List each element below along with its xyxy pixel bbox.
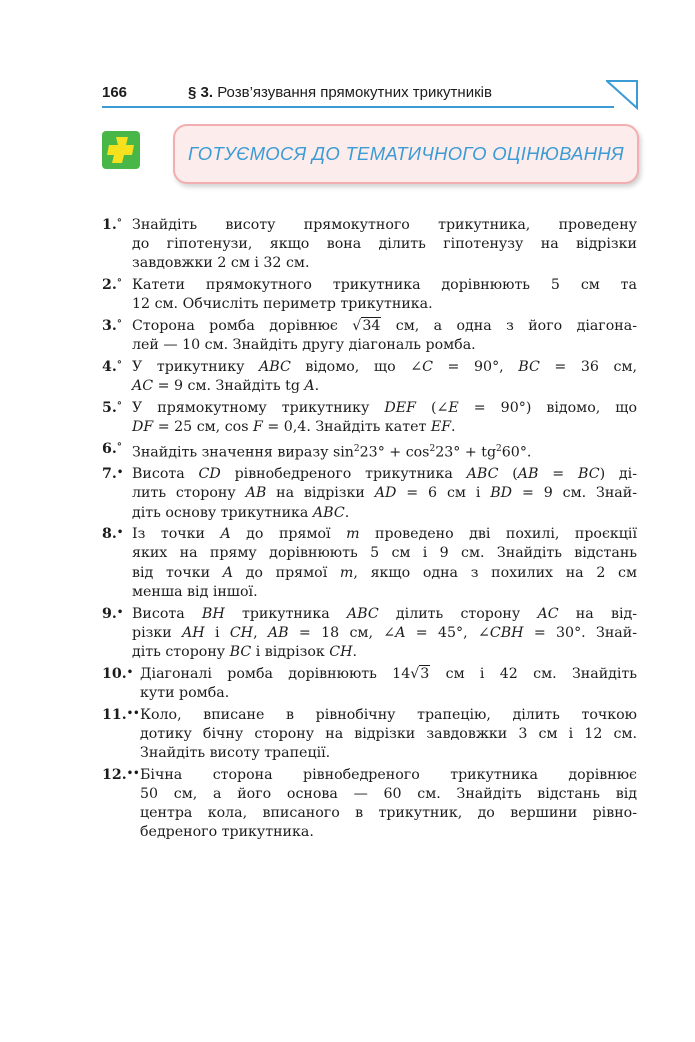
section-title-text: Розв’язування прямокутних трикутників: [217, 84, 492, 101]
problem-number-text: 1.: [102, 217, 117, 233]
math-var: F: [252, 419, 263, 436]
difficulty-mark: ••: [126, 767, 140, 779]
text-run: = 9 см. Знайдіть tg: [153, 378, 305, 395]
problem-number: [102, 766, 139, 785]
difficulty-mark: •: [116, 606, 124, 618]
text-run: 60°.: [501, 444, 532, 461]
text-run: У прямокутному трикутнику: [132, 399, 385, 416]
problem-line: [132, 504, 637, 523]
text-run: Висота: [132, 466, 199, 483]
problem-number: [102, 465, 123, 484]
page-number: 166: [102, 84, 128, 101]
problem-number: [102, 440, 122, 459]
problem-number-text: 4.: [102, 358, 117, 375]
text-run: .: [314, 378, 320, 395]
problem-line: завдовжки 2 см і 32 см.: [132, 255, 310, 272]
math-var: CH: [229, 624, 254, 641]
exponent: 2: [353, 443, 360, 454]
text-run: = 6 см і: [396, 485, 491, 502]
text-run: різки: [132, 624, 183, 641]
text-run: відомо, що ∠: [290, 358, 423, 375]
difficulty-mark: •: [126, 666, 134, 678]
plus-icon: [102, 131, 140, 169]
math-var: AC: [537, 605, 559, 622]
problem-line: [132, 643, 637, 662]
problem-line: [132, 377, 637, 396]
exponent: 2: [496, 443, 502, 454]
problem-9: [102, 605, 637, 663]
text-run: рівнобедреного трикутника: [220, 466, 467, 483]
text-run: = 0,4. Знайдіть катет: [262, 419, 431, 436]
text-run: діть сторону: [132, 644, 230, 660]
problem-3: [102, 317, 637, 355]
math-var: CBH: [489, 624, 524, 641]
problem-number-text: 10.: [102, 665, 127, 682]
math-var: AB: [517, 466, 539, 483]
problem-number-text: 5.: [102, 399, 117, 416]
problem-line: [132, 484, 637, 503]
math-var: E: [448, 399, 459, 416]
text-run: діть основу трикутника: [132, 504, 313, 521]
text-run: (: [498, 466, 518, 483]
corner-triangle-icon: [606, 80, 638, 110]
difficulty-mark: °: [116, 359, 122, 371]
section-title: [188, 84, 492, 101]
problem-line: Бічна сторона рівнобедреного трикутника дорівнює: [140, 766, 637, 783]
math-var: ABC: [312, 504, 345, 521]
text-run: .: [344, 504, 350, 521]
problem-line: Катети прямокутного трикутника дорівнюють 5 см та: [132, 277, 637, 294]
math-var: m: [339, 564, 354, 581]
problem-11: [102, 706, 637, 764]
text-run: см, а одна з його діагона-: [381, 318, 637, 335]
problem-line: [132, 358, 637, 377]
problem-line: менша від іншої.: [132, 583, 258, 600]
problem-line: [132, 525, 637, 544]
text-run: .: [451, 419, 456, 436]
math-var: BC: [518, 358, 540, 375]
text-run: см і 42 см. Знайдіть: [430, 665, 638, 682]
text-run: = 90°) відомо, що: [458, 399, 638, 416]
problem-line: яких на пряму дорівнюють 5 см і 9 см. Знайдіть відстань: [132, 545, 637, 562]
text-run: Висота: [132, 605, 202, 622]
text-run: і: [204, 624, 230, 641]
problem-line: [132, 605, 637, 624]
text-run: , якщо одна з похилих на 2 см: [353, 564, 638, 581]
math-var: ABC: [259, 358, 291, 375]
problem-number: [102, 525, 123, 544]
text-run: = 25 см, cos: [153, 419, 253, 436]
difficulty-mark: °: [116, 400, 122, 412]
math-var: AB: [267, 624, 289, 641]
difficulty-mark: °: [116, 278, 122, 290]
section-banner: [173, 124, 639, 184]
text-run: лить сторону: [132, 485, 246, 502]
problem-number-text: 2.: [102, 277, 117, 294]
problem-2: [102, 276, 637, 314]
text-run: Знайдіть значення виразу sin: [132, 444, 354, 461]
text-run: від точки: [132, 564, 223, 581]
problem-line: 50 см, а його основа — 60 см. Знайдіть відстань від: [140, 785, 637, 802]
math-var: A: [304, 378, 315, 395]
math-var: AD: [374, 485, 397, 502]
problem-line: Знайдіть висоту трапеції.: [140, 745, 331, 762]
math-var: CD: [198, 466, 221, 483]
problem-4: [102, 358, 637, 396]
problem-number-text: 9.: [102, 605, 117, 622]
problem-list: [102, 216, 637, 845]
problem-number-text: 6.: [102, 440, 117, 457]
problem-number: [102, 317, 122, 336]
text-run: Діагоналі ромба дорівнюють 14: [140, 665, 411, 682]
difficulty-mark: •: [116, 467, 124, 479]
text-run: до прямої: [232, 564, 340, 581]
problem-number: [102, 399, 122, 418]
problem-line: до гіпотенузи, якщо вона ділить гіпотенузу на відрізки: [132, 236, 637, 253]
difficulty-mark: °: [116, 218, 122, 229]
problem-line: [132, 624, 637, 643]
math-var: C: [422, 358, 433, 375]
text-run: ,: [253, 624, 268, 641]
section-label: § 3.: [188, 84, 214, 101]
math-var: ABC: [466, 466, 499, 483]
problem-number: [102, 358, 122, 377]
text-run: = 9 см. Знай-: [512, 485, 638, 502]
difficulty-mark: °: [116, 319, 122, 331]
problem-number-text: 12.: [102, 766, 127, 783]
problem-line: кути ромба.: [140, 684, 230, 701]
math-var: BH: [201, 605, 225, 622]
sqrt-value: 34: [362, 318, 381, 335]
math-var: BD: [490, 485, 513, 502]
header-rule: [102, 106, 614, 108]
difficulty-mark: •: [116, 527, 124, 539]
math-var: A: [222, 564, 233, 581]
text-run: ) ді-: [599, 466, 637, 483]
text-run: .: [352, 644, 358, 660]
text-run: 23° + tg: [435, 444, 497, 461]
problem-number-text: 8.: [102, 526, 117, 543]
problem-6: [102, 440, 637, 463]
problem-1: [102, 216, 637, 274]
text-run: і відрізок: [251, 644, 330, 660]
text-run: У трикутнику: [132, 358, 260, 375]
text-run: = 45°, ∠: [405, 624, 490, 641]
problem-number: [102, 706, 139, 725]
math-var: A: [220, 526, 231, 543]
problem-line: Знайдіть висоту прямокутного трикутника, проведену: [132, 217, 637, 233]
text-run: до прямої: [230, 526, 347, 543]
problem-12: [102, 766, 637, 843]
text-run: 23° + cos: [359, 444, 430, 461]
problem-line: [132, 440, 637, 463]
problem-line: Діагоналі ромба дорівнюють 14√3 см і 42 см. Знайдіть: [140, 665, 638, 682]
problem-line: [132, 399, 637, 418]
text-run: Із точки: [132, 526, 221, 543]
problem-number: [102, 605, 123, 624]
problem-line: 12 см. Обчисліть периметр трикутника.: [132, 296, 433, 313]
math-var: m: [346, 526, 360, 543]
math-var: EF: [430, 419, 452, 436]
problem-10: [102, 665, 637, 703]
math-var: CH: [329, 644, 353, 660]
text-run: Сторона ромба дорівнює: [132, 318, 353, 335]
problem-number: [102, 665, 133, 684]
problem-number-text: 3.: [102, 318, 117, 335]
math-var: ABC: [346, 605, 379, 622]
text-run: на відрізки: [266, 485, 375, 502]
problem-line: [132, 465, 637, 484]
problem-8: [102, 525, 637, 602]
math-var: AC: [132, 378, 154, 395]
banner-title: ГОТУЄМОСЯ ДО ТЕМАТИЧНОГО ОЦІНЮВАННЯ: [188, 143, 624, 164]
math-var: DF: [132, 419, 154, 436]
problem-line: лей — 10 см. Знайдіть другу діагональ ромба.: [132, 337, 476, 354]
difficulty-mark: °: [116, 441, 122, 453]
exponent: 2: [429, 443, 436, 454]
text-run: трикутника: [224, 605, 347, 622]
math-var: AB: [245, 485, 267, 502]
problem-5: [102, 399, 637, 437]
problem-7: [102, 465, 637, 523]
text-run: =: [538, 466, 579, 483]
text-run: = 18 см, ∠: [288, 624, 396, 641]
text-run: = 30°. Знай-: [523, 624, 638, 641]
problem-line: [132, 418, 637, 437]
problem-line: дотику бічну сторону на відрізки завдовжки 3 см і 12 см.: [140, 725, 637, 742]
math-var: BC: [578, 466, 600, 483]
problem-number: [102, 276, 122, 295]
text-run: = 90°,: [432, 358, 519, 375]
problem-number: [102, 216, 122, 235]
math-var: A: [395, 624, 406, 641]
sqrt-value: 3: [420, 665, 430, 682]
problem-line: Коло, вписане в рівнобічну трапецію, ділить точкою: [140, 706, 637, 723]
text-run: ділить сторону: [378, 605, 538, 622]
math-var: AH: [182, 624, 205, 641]
problem-line: бедреного трикутника.: [140, 824, 314, 841]
problem-number-text: 7.: [102, 466, 117, 483]
problem-number-text: 11.: [102, 706, 127, 723]
text-run: (∠: [415, 399, 449, 416]
problem-line: [132, 564, 637, 583]
text-run: проведено дві похилі, проєкції: [359, 526, 637, 543]
problem-line: центра кола, вписаного в трикутник, до вершини рівно-: [140, 805, 637, 822]
math-var: DEF: [384, 399, 416, 416]
page-header: [102, 82, 637, 108]
math-var: BC: [229, 644, 252, 660]
difficulty-mark: ••: [126, 707, 140, 719]
problem-line: Сторона ромба дорівнює √34 см, а одна з його діагона-: [132, 318, 637, 335]
text-run: = 36 см,: [539, 358, 638, 375]
text-run: на від-: [558, 605, 638, 622]
